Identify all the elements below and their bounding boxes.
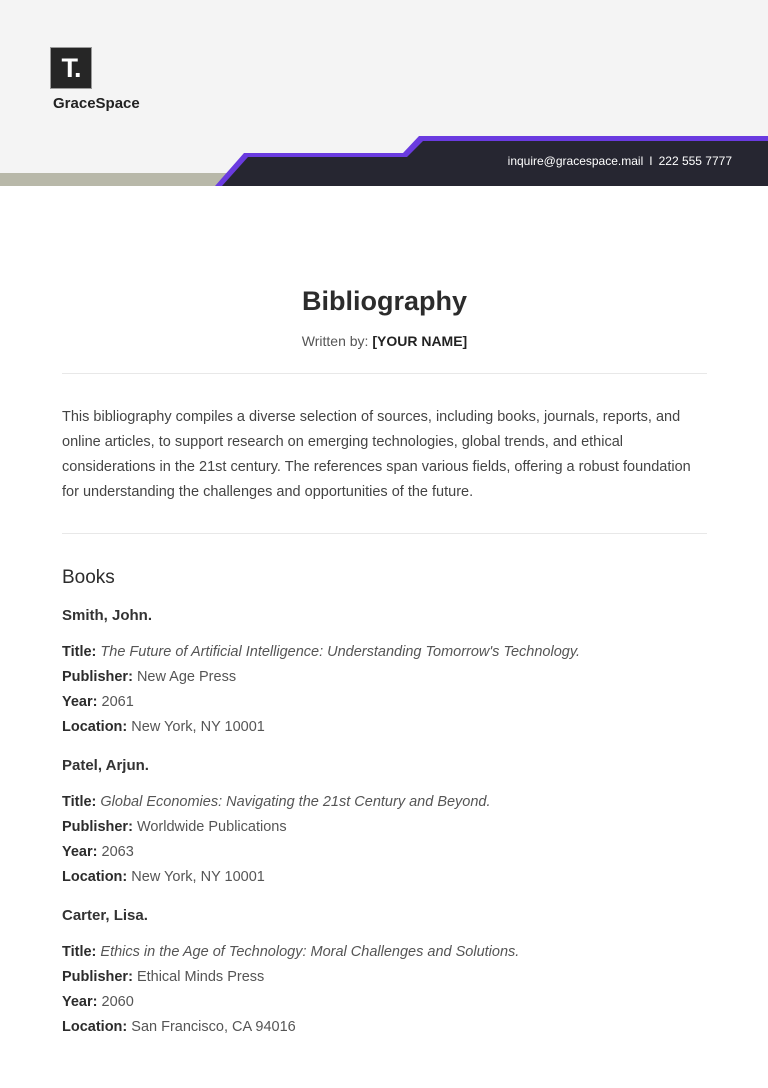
entry-location bbox=[62, 1015, 707, 1040]
bib-entry bbox=[62, 606, 707, 740]
contact-phone[interactable]: 222 555 7777 bbox=[658, 154, 732, 168]
entry-title bbox=[62, 790, 707, 815]
entry-year bbox=[62, 690, 707, 715]
field-value: New Age Press bbox=[136, 669, 237, 685]
field-value: San Francisco, CA 94016 bbox=[131, 1019, 296, 1035]
document-body bbox=[62, 282, 707, 1040]
section-heading: Books bbox=[62, 567, 115, 588]
field-label: Title: bbox=[62, 794, 97, 810]
field-label: Year: bbox=[62, 994, 98, 1010]
entry-author: Patel, Arjun. bbox=[62, 757, 149, 774]
entry-fields bbox=[62, 790, 707, 890]
entry-fields bbox=[62, 940, 707, 1040]
field-value: Global Economies: Navigating the 21st Century and Beyond. bbox=[100, 794, 491, 810]
page-header bbox=[0, 0, 768, 186]
page-title: Bibliography bbox=[301, 286, 467, 316]
entry-author: Smith, John. bbox=[62, 607, 152, 624]
field-label: Location: bbox=[62, 1019, 128, 1035]
field-value: The Future of Artificial Intelligence: Understanding Tomorrow's Technology. bbox=[100, 644, 581, 660]
field-label: Publisher: bbox=[62, 969, 133, 985]
contact-email[interactable]: inquire@gracespace.mail bbox=[507, 154, 644, 168]
field-label: Title: bbox=[62, 644, 97, 660]
field-value: 2063 bbox=[101, 844, 134, 860]
field-label: Title: bbox=[62, 944, 97, 960]
author-label: Written by: bbox=[301, 333, 369, 349]
field-value: Worldwide Publications bbox=[136, 819, 287, 835]
entry-year bbox=[62, 840, 707, 865]
entry-fields bbox=[62, 640, 707, 740]
field-value: New York, NY 10001 bbox=[131, 869, 265, 885]
brand-name: GraceSpace bbox=[53, 95, 140, 112]
entry-publisher bbox=[62, 815, 707, 840]
field-value: Ethics in the Age of Technology: Moral Challenges and Solutions. bbox=[100, 944, 520, 960]
contact-separator: I bbox=[649, 154, 653, 168]
entry-title bbox=[62, 940, 707, 965]
section-books bbox=[62, 566, 707, 1040]
field-label: Location: bbox=[62, 719, 128, 735]
author-value: [YOUR NAME] bbox=[372, 333, 468, 349]
field-label: Publisher: bbox=[62, 669, 133, 685]
field-label: Publisher: bbox=[62, 819, 133, 835]
entry-title bbox=[62, 640, 707, 665]
entry-author: Carter, Lisa. bbox=[62, 907, 148, 924]
divider-top bbox=[62, 373, 707, 374]
author-line bbox=[62, 332, 707, 350]
divider-intro bbox=[62, 533, 707, 534]
field-value: Ethical Minds Press bbox=[136, 969, 265, 985]
intro-paragraph: This bibliography compiles a diverse selection of sources, including books, journals, reports, and online articles, to support research on emerging technologies, global trends, and ethical considerations in the 21st century. The references span various fields, offering a robust foundation for understanding the challenges and opportunities of the future. bbox=[62, 409, 691, 500]
bib-entry bbox=[62, 906, 707, 1040]
field-label: Year: bbox=[62, 844, 98, 860]
header-grey-strip bbox=[0, 173, 230, 186]
brand-logo: T. bbox=[50, 47, 92, 89]
field-value: 2061 bbox=[101, 694, 134, 710]
entry-publisher bbox=[62, 665, 707, 690]
contact-info bbox=[508, 154, 732, 168]
field-value: New York, NY 10001 bbox=[131, 719, 265, 735]
entry-publisher bbox=[62, 965, 707, 990]
entry-location bbox=[62, 715, 707, 740]
field-label: Year: bbox=[62, 694, 98, 710]
entry-year bbox=[62, 990, 707, 1015]
field-value: 2060 bbox=[101, 994, 134, 1010]
bib-entry bbox=[62, 756, 707, 890]
field-label: Location: bbox=[62, 869, 128, 885]
entry-location bbox=[62, 865, 707, 890]
